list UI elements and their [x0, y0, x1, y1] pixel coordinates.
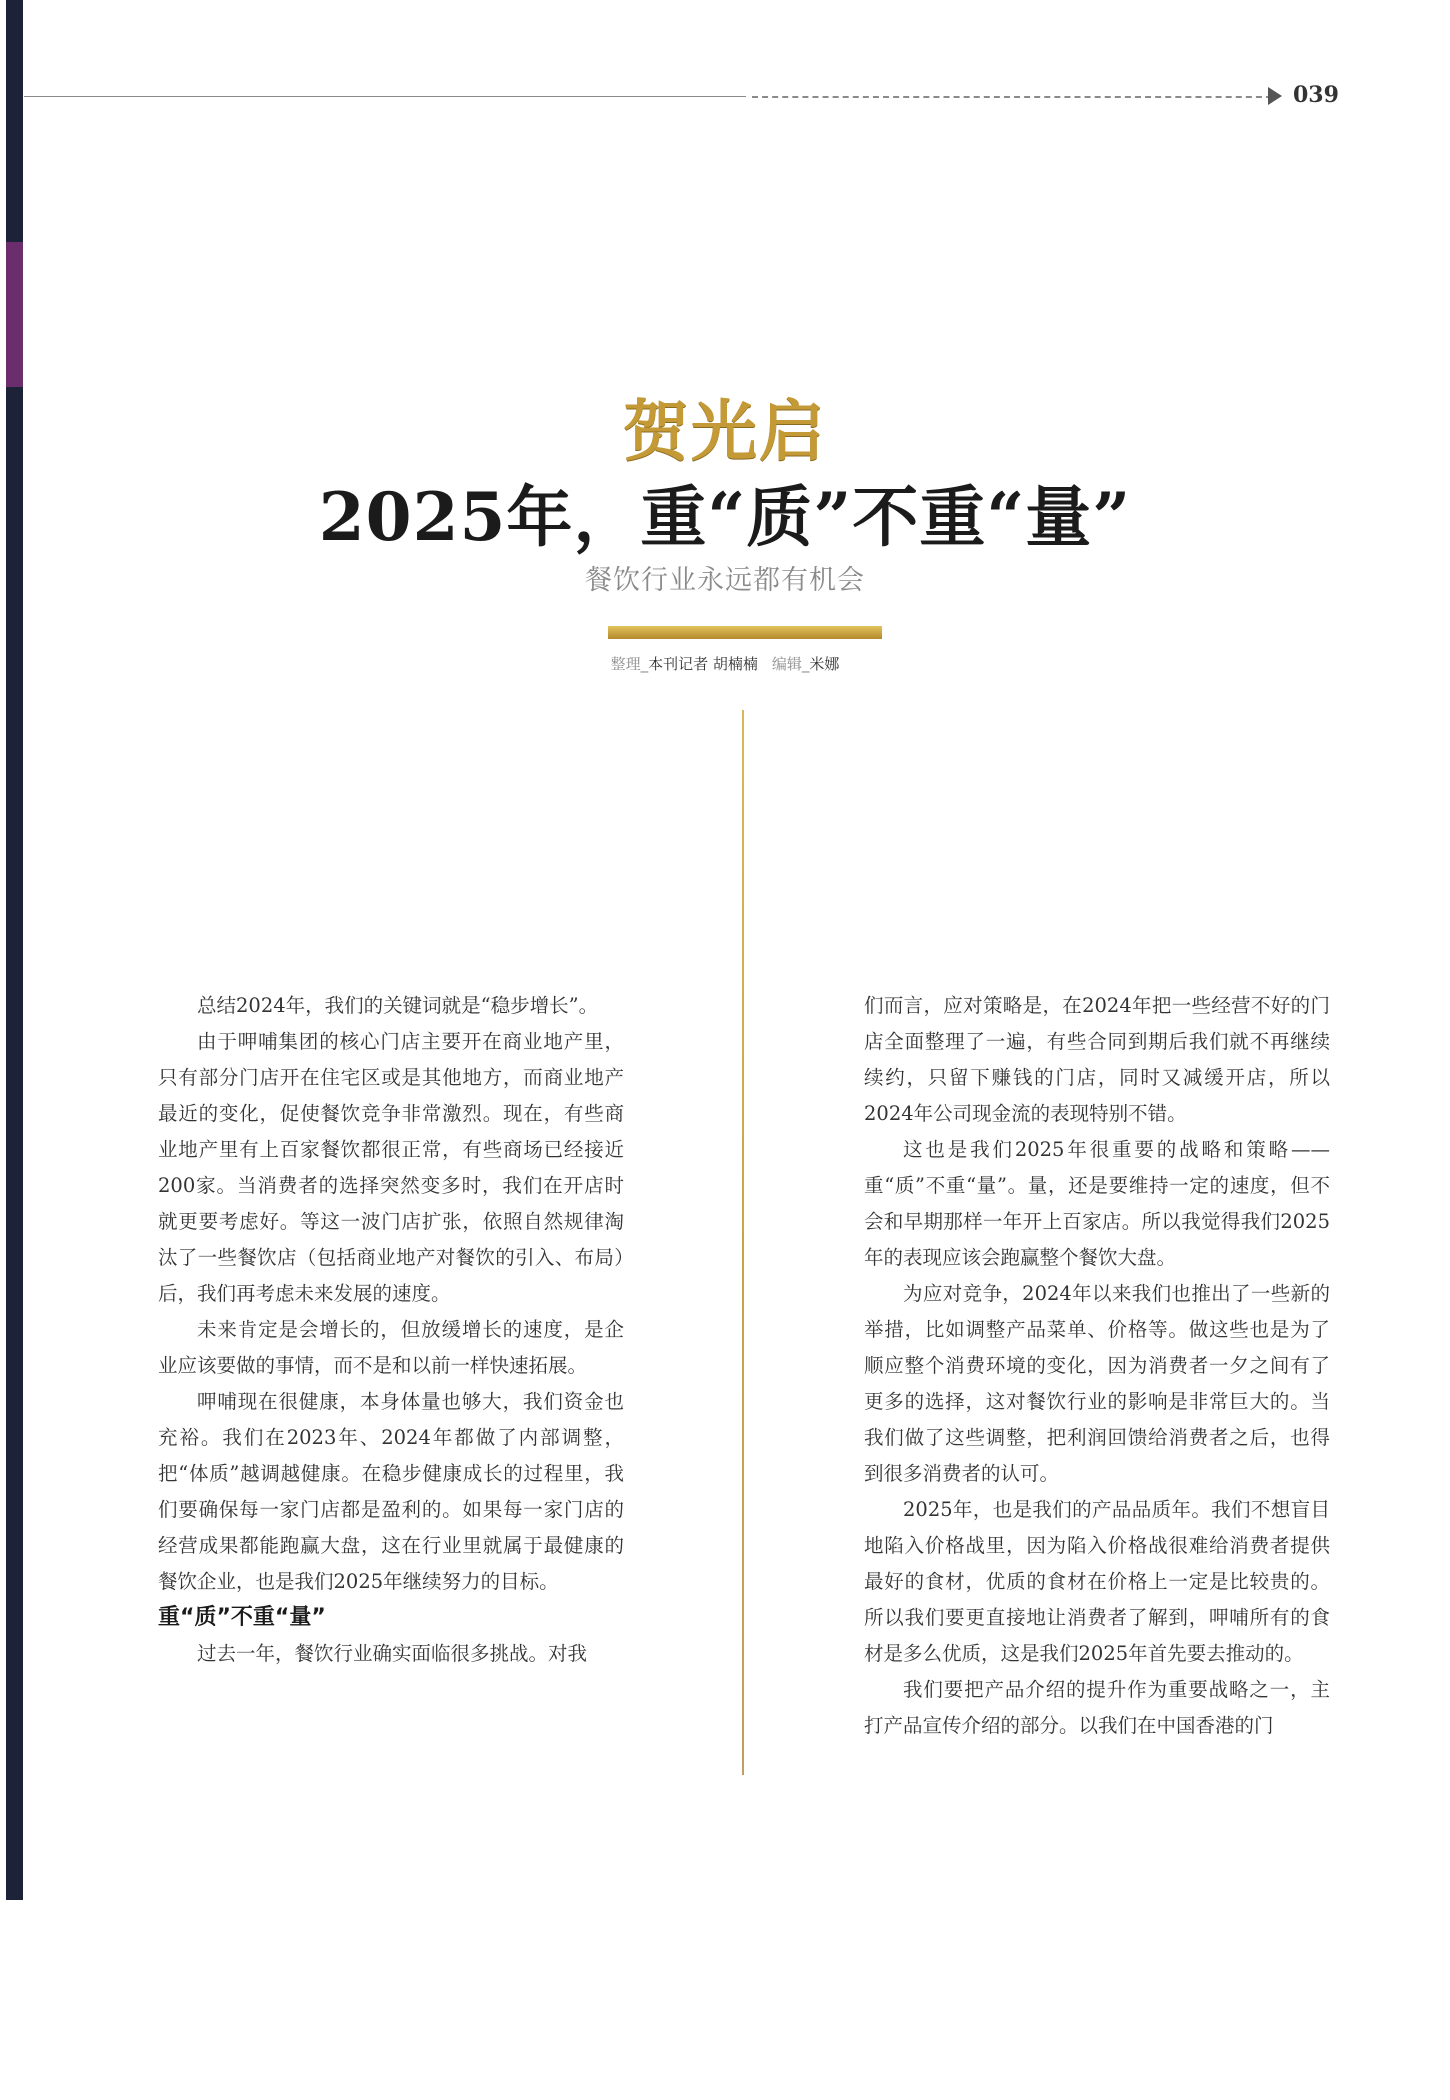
- title-underline-bar: [608, 626, 882, 639]
- page-number: 039: [1293, 82, 1339, 108]
- paragraph: 总结2024年，我们的关键词就是“稳步增长”。: [197, 994, 599, 1017]
- editor-label: 编辑_: [771, 655, 810, 673]
- paragraph: 2025年，也是我们的产品品质年。我们不想盲目地陷入价格战里，因为陷入价格战很难给消费者提供最好的食材，优质的食材在价格上一定是比较贵的。所以我们要更直接地让消费者了解到，呷哺所有的食材是多么优质，这是我们2025年首先要去推动的。: [864, 1498, 1330, 1665]
- article-subtitle: 餐饮行业永远都有机会: [585, 565, 865, 596]
- article-title: 2025年，重“质”不重“量”: [318, 478, 1132, 556]
- section-heading: 重“质”不重“量”: [158, 1605, 326, 1630]
- body-column-right: [864, 988, 1330, 1744]
- interviewee-name: 贺光启: [623, 393, 827, 470]
- arrow-right-icon: [1268, 87, 1282, 105]
- organizer-label: 整理_: [610, 655, 649, 673]
- paragraph: 我们要把产品介绍的提升作为重要战略之一，主打产品宣传介绍的部分。以我们在中国香港的门: [864, 1678, 1330, 1737]
- paragraph: 呷哺现在很健康，本身体量也够大，我们资金也充裕。我们在2023年、2024年都做了内部调整，把“体质”越调越健康。在稳步健康成长的过程里，我们要确保每一家门店都是盈利的。如果每一家门店的经营成果都能跑赢大盘，这在行业里就属于最健康的餐饮企业，也是我们2025年继续努力的目标。: [158, 1390, 624, 1593]
- paragraph: 由于呷哺集团的核心门店主要开在商业地产里，只有部分门店开在住宅区或是其他地方，而商业地产最近的变化，促使餐饮竞争非常激烈。现在，有些商业地产里有上百家餐饮都很正常，有些商场已经接近200家。当消费者的选择突然变多时，我们在开店时就更要考虑好。等这一波门店扩张，依照自然规律淘汰了一些餐饮店（包括商业地产对餐饮的引入、布局）后，我们再考虑未来发展的速度。: [158, 1030, 624, 1305]
- organizer-name: 本刊记者 胡楠楠: [648, 655, 758, 673]
- paragraph: 这也是我们2025年很重要的战略和策略——重“质”不重“量”。量，还是要维持一定的速度，但不会和早期那样一年开上百家店。所以我觉得我们2025年的表现应该会跑赢整个餐饮大盘。: [864, 1138, 1330, 1269]
- column-divider: [742, 710, 744, 1775]
- spine-accent-tab: [6, 242, 23, 387]
- header-rule-solid: [24, 96, 746, 97]
- header-rule-dashed: [752, 96, 1272, 98]
- body-column-left: [158, 988, 624, 1672]
- paragraph: 为应对竞争，2024年以来我们也推出了一些新的举措，比如调整产品菜单、价格等。做这些也是为了顺应整个消费环境的变化，因为消费者一夕之间有了更多的选择，这对餐饮行业的影响是非常巨大的。当我们做了这些调整，把利润回馈给消费者之后，也得到很多消费者的认可。: [864, 1282, 1330, 1485]
- byline: [0, 653, 1450, 674]
- paragraph: 过去一年，餐饮行业确实面临很多挑战。对我: [197, 1642, 588, 1665]
- paragraph-continued: 们而言，应对策略是，在2024年把一些经营不好的门店全面整理了一遍，有些合同到期后我们就不再继续续约，只留下赚钱的门店，同时又减缓开店，所以2024年公司现金流的表现特别不错。: [864, 994, 1330, 1125]
- editor-name: 米娜: [809, 655, 840, 673]
- paragraph: 未来肯定是会增长的，但放缓增长的速度，是企业应该要做的事情，而不是和以前一样快速拓展。: [158, 1318, 624, 1377]
